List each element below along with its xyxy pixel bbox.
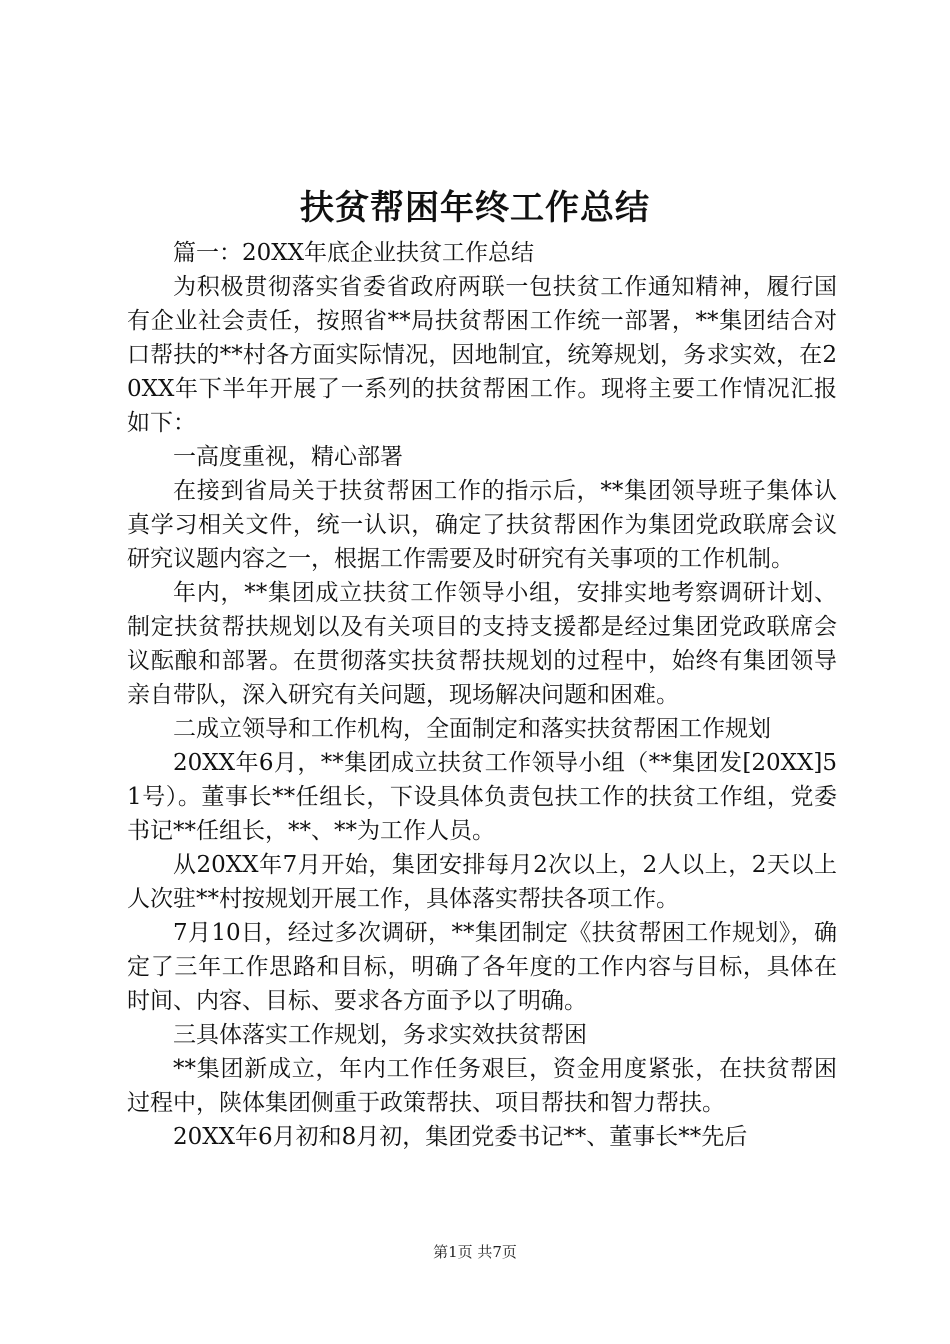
paragraph: 7月10日，经过多次调研，**集团制定《扶贫帮困工作规划》，确定了三年工作思路和目标，明确了各年度的工作内容与目标，具体在时间、内容、目标、要求各方面予以了明确。: [127, 920, 837, 1014]
section-heading: 三具体落实工作规划，务求实效扶贫帮困: [173, 1022, 587, 1048]
page-number-footer: 第1页 共7页: [433, 1243, 517, 1261]
paragraph: **集团新成立，年内工作任务艰巨，资金用度紧张，在扶贫帮困过程中，陕体集团侧重于政策帮扶、项目帮扶和智力帮扶。: [127, 1056, 837, 1116]
paragraph: 为积极贯彻落实省委省政府两联一包扶贫工作通知精神，履行国有企业社会责任，按照省**局扶贫帮困工作统一部署，**集团结合对口帮扶的**村各方面实际情况，因地制宜，统筹规划，务求实效，在20XX年下半年开展了一系列的扶贫帮困工作。现将主要工作情况汇报如下：: [127, 274, 837, 436]
paragraph: 20XX年6月初和8月初，集团党委书记**、董事长**先后: [173, 1124, 748, 1150]
document-body: [127, 236, 837, 1154]
paragraph: 年内，**集团成立扶贫工作领导小组，安排实地考察调研计划、制定扶贫帮扶规划以及有关项目的支持支援都是经过集团党政联席会议酝酿和部署。在贯彻落实扶贫帮扶规划的过程中，始终有集团领导亲自带队，深入研究有关问题，现场解决问题和困难。: [127, 580, 837, 708]
document-title: 扶贫帮困年终工作总结: [300, 188, 650, 228]
paragraph: 20XX年6月，**集团成立扶贫工作领导小组（**集团发[20XX]51号）。董事长**任组长，下设具体负责包扶工作的扶贫工作组，党委书记**任组长，**、**为工作人员。: [127, 750, 837, 844]
paragraph-chapter-heading: 篇一：20XX年底企业扶贫工作总结: [173, 240, 535, 266]
section-heading: 一高度重视，精心部署: [173, 444, 403, 470]
paragraph: 从20XX年7月开始，集团安排每月2次以上，2人以上，2天以上人次驻**村按规划开展工作，具体落实帮扶各项工作。: [127, 852, 837, 912]
section-heading: 二成立领导和工作机构，全面制定和落实扶贫帮困工作规划: [173, 716, 771, 742]
paragraph: 在接到省局关于扶贫帮困工作的指示后，**集团领导班子集体认真学习相关文件，统一认识，确定了扶贫帮困作为集团党政联席会议研究议题内容之一，根据工作需要及时研究有关事项的工作机制。: [127, 478, 837, 572]
